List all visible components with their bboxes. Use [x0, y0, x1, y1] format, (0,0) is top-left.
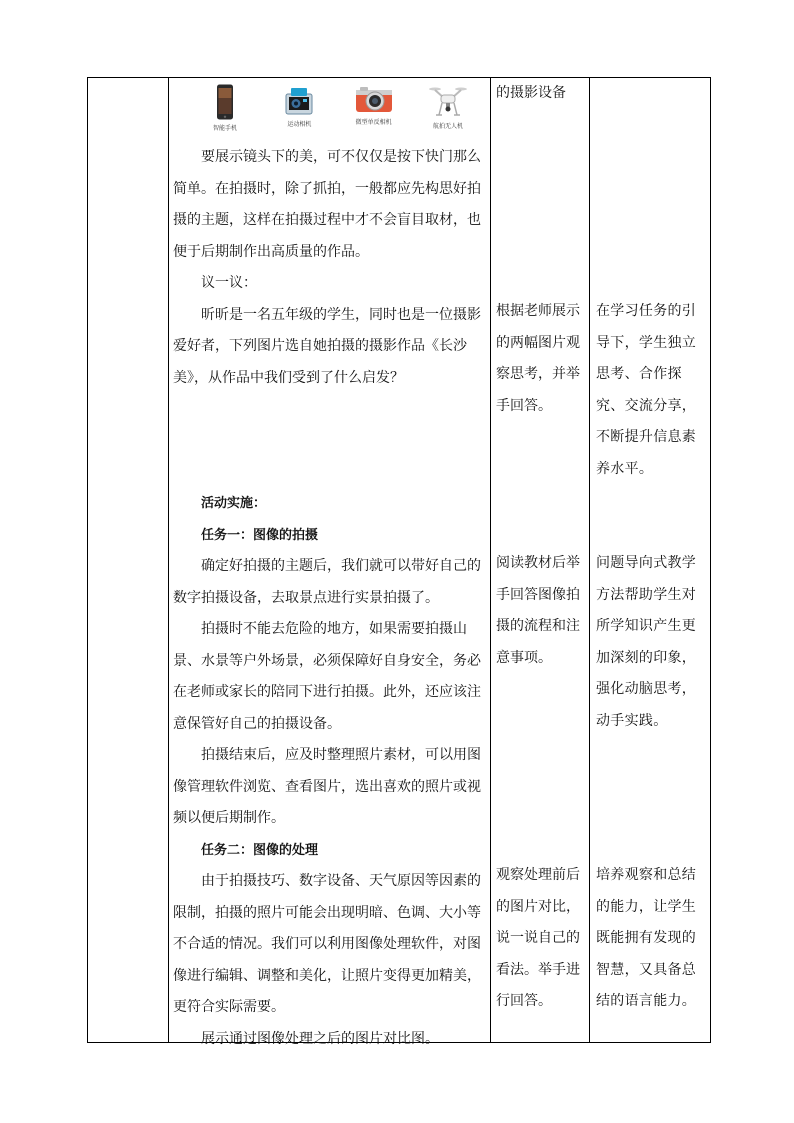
paragraph-task-one-b: 拍摄时不能去危险的地方，如果需要拍摄山景、水景等户外场景，必须保障好自身安全，务必在老师或家长的陪同下进行拍摄。此外，还应该注意保管好自己的拍摄设备。: [173, 621, 481, 732]
device-image-row: [173, 78, 486, 142]
smartphone-icon: [216, 84, 234, 120]
heading-task-two: 任务二：图像的处理: [201, 842, 319, 858]
heading-activity: 活动实施：: [201, 496, 267, 511]
mirrorless-camera-icon: [354, 84, 394, 114]
student-note-2: 根据老师展示的两幅图片观察思考，并举手回答。: [496, 303, 580, 414]
student-note-1: 的摄影设备: [496, 85, 566, 101]
device-action-camera: 运动相机: [269, 84, 329, 142]
lesson-plan-table: [87, 77, 711, 1047]
intent-note-2: 问题导向式教学方法帮助学生对所学知识产生更加深刻的印象，强化动脑思考，动手实践。: [596, 555, 697, 729]
intent-note-1: 在学习任务的引导下，学生独立思考、合作探究、交流分享，不断提升信息素养水平。: [596, 303, 697, 477]
student-note-3: 阅读教材后举手回答图像拍摄的流程和注意事项。: [496, 555, 580, 666]
paragraph-discuss-label: 议一议：: [201, 275, 257, 291]
empty-column-cell: [88, 78, 169, 1043]
device-smartphone: 智能手机: [195, 84, 255, 142]
paragraph-discuss-question: 昕昕是一名五年级的学生，同时也是一位摄影爱好者，下列图片选自她拍摄的摄影作品《长沙美》，从作品中我们受到了什么启发？: [173, 306, 481, 386]
intent-note-3: 培养观察和总结的能力，让学生既能拥有发现的智慧，又具备总结的语言能力。: [596, 867, 697, 1009]
paragraph-task-two-a: 由于拍摄技巧、数字设备、天气原因等因素的限制，拍摄的照片可能会出现明暗、色调、大小等不合适的情况。我们可以利用图像处理软件，对图像进行编辑、调整和美化，让照片变得更加精美，更符合实际需要。: [173, 873, 481, 1015]
action-camera-icon: [282, 84, 316, 116]
paragraph-task-one-a: 确定好拍摄的主题后，我们就可以带好自己的数字拍摄设备，去取景点进行实景拍摄了。: [173, 558, 481, 606]
drone-icon: [428, 84, 468, 118]
paragraph-task-one-c: 拍摄结束后，应及时整理照片素材，可以用图像管理软件浏览、查看图片，选出喜欢的照片或视频以便后期制作。: [173, 747, 481, 826]
device-mirrorless-camera: 微型单反相机: [344, 84, 404, 142]
student-activity-cell: [491, 78, 590, 1043]
student-note-4: 观察处理前后的图片对比，说一说自己的看法。举手进行回答。: [496, 867, 580, 1009]
paragraph-task-two-b: 展示通过图像处理之后的图片对比图。: [201, 1030, 439, 1047]
spacer: [173, 394, 486, 488]
paragraph-intro: 要展示镜头下的美，可不仅仅是按下快门那么简单。在拍摄时，除了抓拍，一般都应先构思好拍摄的主题，这样在拍摄过程中才不会盲目取材，也便于后期制作出高质量的作品。: [173, 149, 481, 260]
device-drone: 航拍无人机: [418, 84, 478, 142]
heading-task-one: 任务一：图像的拍摄: [201, 527, 319, 543]
teacher-activity-cell: [169, 78, 491, 1047]
design-intent-cell: [590, 78, 711, 1043]
